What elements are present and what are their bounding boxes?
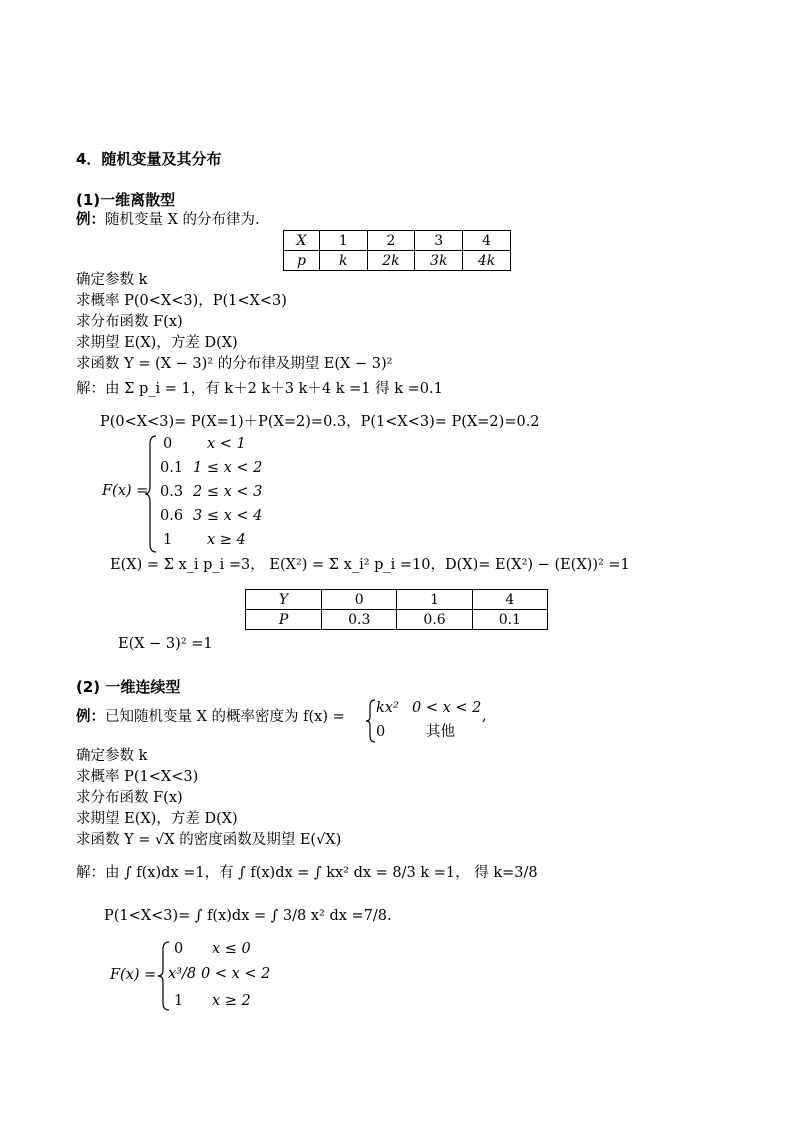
table-cell: Y — [246, 590, 322, 610]
cdf-condition: x ≥ 4 — [207, 532, 246, 548]
table-cell: 0.6 — [397, 610, 472, 630]
solution-line: P(0<X<3)= P(X=1)＋P(X=2)=0.3，P(1<X<3)= P(X=2)=0.2 — [100, 414, 540, 430]
table-cell: 0.3 — [322, 610, 397, 630]
expectation-y: E(X − 3)² =1 — [118, 636, 213, 652]
part1-heading: (1)一维离散型 — [76, 191, 176, 209]
table-cell: 4 — [463, 231, 511, 251]
cdf-value: 0 — [163, 436, 173, 452]
cdf-value: 0.1 — [160, 460, 184, 476]
cdf-value: 0 — [174, 941, 184, 957]
expectation-line: E(X) = Σ x_i p_i =3， E(X²) = Σ x_i² p_i =10，D(X)= E(X²) − (E(X))² =1 — [110, 557, 630, 573]
table-row — [246, 590, 548, 610]
table-cell: 0 — [322, 590, 397, 610]
density-value: kx² — [376, 700, 399, 716]
task-line: 确定参数 k — [76, 748, 148, 764]
task-line: 求函数 Y = (X − 3)² 的分布律及期望 E(X − 3)² — [76, 356, 393, 372]
cdf-condition: 3 ≤ x < 4 — [193, 508, 263, 524]
comma: , — [482, 708, 487, 724]
task-line: 确定参数 k — [76, 272, 148, 288]
cdf-value: x³/8 — [168, 966, 197, 982]
table-cell: 2 — [367, 231, 415, 251]
part1-example — [76, 212, 260, 229]
distribution-table — [283, 230, 511, 271]
table-cell: p — [284, 251, 320, 271]
table-cell: 2k — [367, 251, 415, 271]
cdf-condition: 0 < x < 2 — [201, 966, 271, 982]
task-line: 求分布函数 F(x) — [76, 314, 183, 330]
table-cell: 3k — [415, 251, 463, 271]
table-row — [246, 610, 548, 630]
table-cell: 4k — [463, 251, 511, 271]
example-label: 例： — [76, 709, 105, 725]
cdf-value: 0.3 — [160, 484, 184, 500]
density-value: 0 — [376, 724, 386, 740]
task-line: 求函数 Y = √X 的密度函数及期望 E(√X) — [76, 832, 342, 848]
section-title: 4．随机变量及其分布 — [76, 150, 222, 168]
example-text: 已知随机变量 X 的概率密度为 f(x) = — [105, 709, 345, 725]
table-cell: P — [246, 610, 322, 630]
part2-example — [76, 709, 345, 726]
example-text: 随机变量 X 的分布律为. — [105, 212, 260, 228]
cdf-condition: 2 ≤ x < 3 — [193, 484, 263, 500]
solution-line: 解：由 Σ p_i = 1，有 k＋2 k＋3 k＋4 k =1 得 k =0.1 — [76, 381, 443, 397]
example-label: 例： — [76, 212, 105, 228]
density-condition: 0 < x < 2 — [412, 700, 482, 716]
y-distribution-table — [245, 589, 548, 630]
table-cell: 4 — [472, 590, 547, 610]
cdf-condition: x ≤ 0 — [212, 941, 251, 957]
cdf-condition: x < 1 — [207, 436, 246, 452]
table-cell: 1 — [320, 231, 368, 251]
table-cell: 1 — [397, 590, 472, 610]
cdf-lhs: F(x) = — [110, 967, 157, 983]
task-line: 求概率 P(0<X<3)，P(1<X<3) — [76, 293, 287, 309]
cdf-condition: x ≥ 2 — [212, 993, 251, 1009]
task-line: 求期望 E(X)，方差 D(X) — [76, 335, 238, 351]
table-cell: 0.1 — [472, 610, 547, 630]
table-cell: k — [320, 251, 368, 271]
table-row — [284, 251, 511, 271]
brace-icon — [144, 434, 158, 554]
task-line: 求概率 P(1<X<3) — [76, 769, 199, 785]
cdf-value: 1 — [174, 993, 184, 1009]
cdf-value: 0.6 — [160, 508, 184, 524]
cdf-value: 1 — [163, 532, 173, 548]
cdf-lhs: F(x) = — [102, 483, 149, 499]
density-condition: 其他 — [426, 724, 455, 740]
task-line: 求期望 E(X)，方差 D(X) — [76, 811, 238, 827]
solution-line: P(1<X<3)= ∫ f(x)dx = ∫ 3/8 x² dx =7/8. — [104, 908, 392, 924]
part2-heading: (2) 一维连续型 — [76, 678, 181, 696]
table-row — [284, 231, 511, 251]
table-cell: 3 — [415, 231, 463, 251]
table-cell: X — [284, 231, 320, 251]
task-line: 求分布函数 F(x) — [76, 790, 183, 806]
solution-line: 解：由 ∫ f(x)dx =1，有 ∫ f(x)dx = ∫ kx² dx = 8/3 k =1， 得 k=3/8 — [76, 865, 538, 881]
cdf-condition: 1 ≤ x < 2 — [193, 460, 263, 476]
